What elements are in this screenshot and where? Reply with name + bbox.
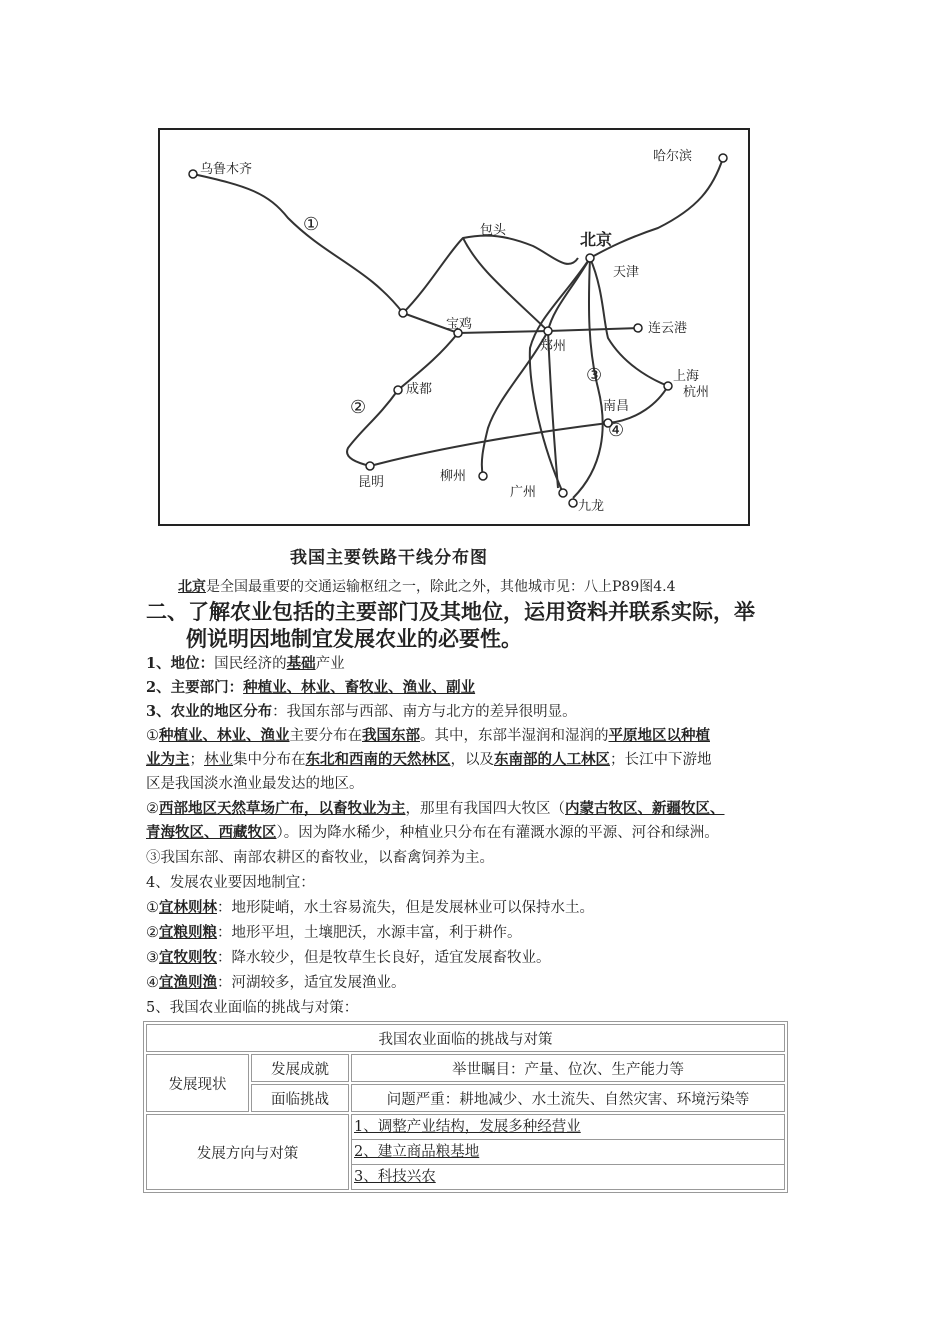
para-west-2: 青海牧区、西藏牧区）。因为降水稀少，种植业只分布在有灌溉水源的平源、河谷和绿洲。 [146, 824, 719, 841]
para-west-1: ②西部地区天然草场广布，以畜牧业为主，那里有我国四大牧区（内蒙古牧区、新疆牧区、 [146, 800, 725, 817]
achievement-label: 发展成就 [251, 1054, 349, 1082]
city-label: 包头 [480, 223, 507, 238]
city-label: 柳州 [440, 469, 467, 484]
measures-cell [351, 1114, 785, 1190]
text: ：我国东部与西部、南方与北方的差异很明显。 [272, 704, 577, 720]
city-label: 郑州 [540, 339, 567, 354]
measure-item: 3、科技兴农 [354, 1169, 436, 1185]
measure-item: 2、建立商品粮基地 [352, 1140, 784, 1165]
city-label: 成都 [406, 382, 433, 397]
railway-map [158, 128, 750, 526]
emphasis: 基础 [286, 655, 316, 672]
city-label: 哈尔滨 [653, 149, 693, 164]
note-line [178, 576, 676, 596]
label: 1、地位： [146, 655, 215, 672]
item-challenges: 5、我国农业面临的挑战与对策： [146, 1000, 359, 1016]
item-adapt: 4、发展农业要因地制宜： [146, 875, 315, 891]
section-heading [146, 599, 816, 653]
city-label: 乌鲁木齐 [200, 162, 253, 177]
label: 3、农业的地区分布 [146, 703, 273, 720]
item-sectors [146, 676, 826, 700]
para-east-1: ①种植业、林业、渔业主要分布在我国东部。其中，东部半湿润和湿润的平原地区以种植 [146, 727, 710, 744]
direction-cell: 发展方向与对策 [146, 1114, 349, 1190]
achievement-value: 举世瞩目：产量、位次、生产能力等 [351, 1054, 785, 1082]
adapt-forest: ①宜林则林：地形陡峭，水土容易流失，但是发展林业可以保持水土。 [146, 899, 594, 916]
line-number: ② [350, 397, 367, 418]
map-caption: 我国主要铁路干线分布图 [290, 548, 488, 568]
city-label: 杭州 [683, 385, 710, 400]
emphasis: 种植业、林业、畜牧业、渔业、副业 [243, 679, 476, 696]
table-title: 我国农业面临的挑战与对策 [146, 1024, 785, 1052]
challenge-value: 问题严重：耕地减少、水土流失、自然灾害、环境污染等 [351, 1084, 785, 1112]
city-label: 广州 [510, 485, 537, 500]
heading-line-2: 例说明因地制宜发展农业的必要性。 [186, 627, 522, 651]
measure-item: 1、调整产业结构，发展多种经营业 [352, 1115, 784, 1140]
text: 产业 [315, 656, 345, 672]
label: 2、主要部门： [146, 679, 244, 696]
para-east-2: 业为主；林业集中分布在东北和西南的天然林区，以及东南部的人工林区；长江中下游地 [146, 751, 712, 768]
item-status [146, 652, 826, 676]
city-label: 北京 [580, 230, 613, 249]
city-label: 九龙 [578, 499, 605, 514]
adapt-grain: ②宜粮则粮：地形平坦，土壤肥沃，水源丰富，利于耕作。 [146, 924, 522, 941]
text: 国民经济的 [214, 656, 287, 672]
city-label: 昆明 [358, 475, 385, 490]
city-label: 天津 [613, 265, 640, 280]
para-east-3: 区是我国淡水渔业最发达的地区。 [146, 776, 364, 792]
challenges-table [143, 1021, 788, 1193]
item-distribution [146, 700, 826, 724]
adapt-pasture: ③宜牧则牧：降水较少，但是牧草生长良好，适宜发展畜牧业。 [146, 949, 551, 966]
line-number: ④ [608, 420, 625, 441]
line-number: ③ [586, 365, 603, 386]
para-livestock: ③我国东部、南部农耕区的畜牧业，以畜禽饲养为主。 [146, 850, 494, 866]
city-label: 宝鸡 [446, 317, 473, 332]
city-label: 南昌 [603, 399, 630, 414]
challenge-label: 面临挑战 [251, 1084, 349, 1112]
city-label: 上海 [673, 369, 700, 384]
line-number: ① [303, 214, 320, 235]
adapt-fishery: ④宜渔则渔：河湖较多，适宜发展渔业。 [146, 974, 406, 991]
note-highlight: 北京 [178, 579, 206, 595]
status-cell: 发展现状 [146, 1054, 249, 1112]
city-label: 连云港 [648, 321, 688, 336]
note-text: 是全国最重要的交通运输枢纽之一，除此之外，其他城市见：八上P89图4.4 [206, 579, 676, 595]
heading-line-1: 二、了解农业包括的主要部门及其地位，运用资料并联系实际，举 [146, 600, 755, 624]
